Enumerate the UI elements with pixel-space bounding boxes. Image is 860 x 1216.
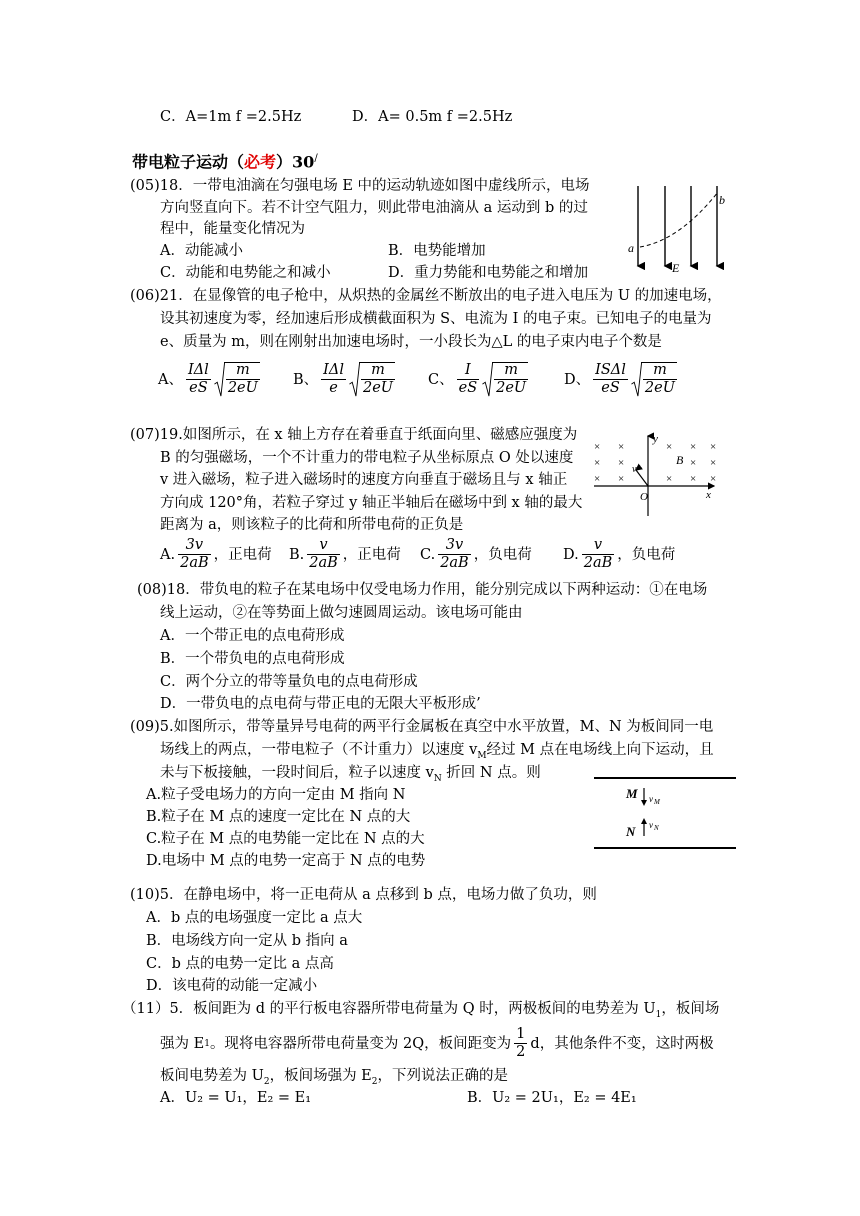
q07-option-label: D.	[563, 546, 579, 563]
cross-mark: ×	[618, 441, 625, 453]
section-title-part: 带电粒子运动（	[132, 152, 245, 172]
q11-line3-a: 板间电势差为 U	[160, 1068, 264, 1084]
q06-sqrt-num: m	[361, 362, 395, 380]
q07-option-tail: ，正电荷	[342, 546, 401, 563]
q06-sqrt-num: m	[643, 362, 677, 380]
q09-line3-tail: 折回 N 点。则	[441, 765, 541, 781]
q06-sqrt-den: 2eU	[363, 380, 394, 396]
q05-line3: 程中，能量变化情况为	[160, 221, 305, 237]
q06-option-sqrt	[349, 362, 395, 397]
q07-fraction-den: 2aB	[309, 555, 338, 571]
q11-line1-tail: ，板间场	[661, 1001, 720, 1017]
q06-option-fraction	[186, 362, 211, 397]
q05-option-d: D．重力势能和电势能之和增加	[388, 265, 589, 281]
q07-option-label: A.	[160, 546, 176, 563]
q10-option-a: A．b 点的电场强度一定比 a 点大	[146, 910, 363, 926]
q07-fraction-den: 2aB	[440, 555, 469, 571]
q11-fraction-num: 1	[516, 1026, 526, 1042]
q08-option-d: D．一带负电的点电荷与带正电的无限大平板形成’	[160, 696, 481, 712]
q07-option	[160, 537, 272, 572]
section-title-mark: /	[314, 153, 318, 164]
q07-fig-O: O	[640, 491, 648, 503]
q11-line2-b: 。现将电容器所带电荷量变为 2Q，板间距变为	[209, 1035, 512, 1052]
q09-line3-text: 未与下板接触，一段时间后，粒子以速度 v	[160, 765, 434, 781]
q11-line3-b-sub: 2	[371, 1076, 378, 1087]
q05-option-b: B．电势能增加	[388, 243, 486, 259]
q06-line3: e、质量为 m，则在刚射出加速电场时，一小段长为△L 的电子束内电子个数是	[160, 334, 662, 350]
q10-option-d: D．该电荷的动能一定减小	[146, 978, 318, 994]
q06-option-fraction	[321, 362, 346, 397]
q09-fig-vN-sub: N	[654, 824, 659, 832]
q07-option-label: B.	[289, 546, 305, 563]
q07-option-fraction	[178, 537, 211, 572]
q06-option	[293, 362, 395, 397]
q08-option-c: C．两个分立的带等量负电的点电荷形成	[160, 674, 418, 690]
q09-fig-M: M	[626, 786, 638, 801]
q07-line3: v 进入磁场，粒子进入磁场时的速度方向垂直于磁场且与 x 轴正	[160, 472, 568, 488]
q11-line3-b: ，板间场强为 E	[269, 1068, 372, 1084]
q11-line2	[160, 1026, 714, 1061]
q07-option-tail: ，负电荷	[473, 546, 532, 563]
q09-option-a: A.粒子受电场力的方向一定由 M 指向 N	[146, 787, 406, 803]
q06-line1: (06)21．在显像管的电子枪中，从炽热的金属丝不断放出的电子进入电压为 U 的加速电场，	[130, 288, 722, 304]
q09-line3-sub: N	[433, 773, 442, 784]
cross-mark: ×	[690, 457, 697, 469]
q11-option-b: B．U₂ = 2U₁，E₂ = 4E₁	[467, 1090, 637, 1106]
cross-mark: ×	[618, 457, 625, 469]
q06-line2: 设其初速度为零，经加速后形成横截面积为 S、电流为 I 的电子束。已知电子的电量为	[160, 311, 712, 327]
q11-line2-c: d，其他条件不变，这时两极	[530, 1035, 714, 1052]
cross-mark: ×	[618, 473, 625, 485]
q06-fraction-den: eS	[189, 380, 208, 396]
section-title	[132, 149, 318, 172]
option-c: C．A=1m f =2.5Hz	[160, 109, 302, 125]
q06-sqrt-num: m	[494, 362, 528, 380]
q05-field-figure	[620, 182, 730, 274]
q09-option-d: D.电场中 M 点的电势一定高于 N 点的电势	[146, 853, 426, 869]
q07-fig-B: B	[676, 453, 684, 467]
q07-option-fraction	[307, 537, 340, 572]
q07-fraction-den: 2aB	[180, 555, 209, 571]
q06-sqrt-den: 2eU	[227, 380, 258, 396]
q06-sqrt-den: 2eU	[644, 380, 675, 396]
section-title-score: ）30	[276, 152, 315, 172]
q11-line2-a: 强为 E	[160, 1035, 205, 1052]
cross-mark: ×	[710, 457, 717, 469]
option-d: D．A= 0.5m f =2.5Hz	[352, 109, 513, 125]
q06-sqrt-fraction	[494, 362, 528, 397]
q06-fraction-num: ISΔl	[595, 362, 626, 378]
q05-line2: 方向竖直向下。若不计空气阻力，则此带电油滴从 a 运动到 b 的过	[160, 200, 588, 216]
q07-fig-v: v	[632, 464, 637, 475]
q06-sqrt-num: m	[226, 362, 260, 380]
q06-sqrt-fraction	[643, 362, 677, 397]
q07-fraction-num: 3v	[438, 537, 471, 555]
q07-option-fraction	[438, 537, 471, 572]
q11-line3-c: ，下列说法正确的是	[377, 1068, 509, 1084]
q06-fraction-den: eS	[601, 380, 620, 396]
q07-option	[420, 537, 532, 572]
q05-option-a: A．动能减小	[160, 243, 243, 259]
q07-fraction-num: v	[582, 537, 615, 555]
q11-line3-a-sub: 2	[263, 1076, 270, 1087]
q11-line1-text: （11）5．板间距为 d 的平行板电容器所带电荷量为 Q 时，两极板间的电势差为 U	[122, 1001, 656, 1017]
cross-mark: ×	[594, 473, 601, 485]
q06-option-fraction	[457, 362, 480, 397]
q05-line1: (05)18．一带电油滴在匀强电场 E 中的运动轨迹如图中虚线所示，电场	[130, 178, 590, 194]
q07-line4: 方向成 120°角，若粒子穿过 y 轴正半轴后在磁场中到 x 轴的最大	[160, 495, 583, 511]
q06-option-sqrt	[482, 362, 528, 397]
q06-option-label: D、	[564, 371, 591, 388]
q10-option-b: B．电场线方向一定从 b 指向 a	[146, 933, 348, 949]
q07-fraction-num: 3v	[178, 537, 211, 555]
q07-option-fraction	[582, 537, 615, 572]
q11-line1-sub: 1	[655, 1009, 662, 1020]
q09-option-b: B.粒子在 M 点的速度一定比在 N 点的大	[146, 809, 411, 825]
q05-option-c: C．动能和电势能之和减小	[160, 265, 331, 281]
q09-fig-vM: v	[649, 794, 653, 804]
q07-option-tail: ，负电荷	[617, 546, 676, 563]
q07-fig-x: x	[706, 489, 711, 501]
q08-line1: (08)18．带负电的粒子在某电场中仅受电场力作用，能分别完成以下两种运动：①在电场	[137, 582, 708, 598]
q11-line2-a-sub: 1	[204, 1038, 210, 1049]
q09-fig-vM-sub: M	[654, 798, 660, 806]
q07-option	[563, 537, 675, 572]
q06-fraction-num: IΔl	[323, 362, 344, 378]
cross-mark: ×	[666, 473, 673, 485]
q06-fraction-num: IΔl	[187, 362, 209, 378]
q06-option	[428, 362, 528, 397]
q07-fraction-den: 2aB	[583, 555, 613, 571]
q07-option	[289, 537, 401, 572]
cross-mark: ×	[594, 457, 601, 469]
cross-mark: ×	[710, 441, 717, 453]
q09-plates-figure	[592, 774, 738, 854]
cross-mark: ×	[710, 473, 717, 485]
q06-sqrt-fraction	[361, 362, 395, 397]
q07-fraction-num: v	[307, 537, 340, 555]
q06-fraction-den: eS	[458, 380, 478, 396]
q06-option-label: B、	[293, 371, 319, 388]
q09-line1: (09)5.如图所示，带等量异号电荷的两平行金属板在真空中水平放置，M、N 为板间同一电	[130, 719, 714, 735]
cross-mark: ×	[690, 441, 697, 453]
q06-option	[564, 362, 677, 397]
q06-sqrt-den: 2eU	[496, 380, 527, 396]
q06-fraction-den: e	[329, 380, 338, 396]
cross-mark: ×	[666, 441, 673, 453]
q06-option-sqrt	[214, 362, 260, 397]
q11-fraction-den: 2	[516, 1044, 526, 1060]
q06-option-label: A、	[158, 371, 183, 388]
q09-line2-sub: M	[477, 750, 487, 761]
q11-fraction	[514, 1026, 527, 1061]
q07-fig-y: y	[653, 433, 658, 445]
q10-option-c: C．b 点的电势一定比 a 点高	[146, 956, 334, 972]
q07-line5: 距离为 a，则该粒子的比荷和所带电荷的正负是	[160, 517, 464, 533]
section-title-required: 必考	[244, 152, 277, 172]
q07-option-label: C.	[420, 546, 436, 563]
q06-sqrt-fraction	[226, 362, 260, 397]
q09-line2-tail: 经过 M 点在电场线上向下运动，且	[486, 742, 714, 758]
q07-line2: B 的匀强磁场，一个不计重力的带电粒子从坐标原点 O 处以速度	[160, 450, 574, 466]
q06-option-sqrt	[631, 362, 677, 397]
q06-option-fraction	[593, 362, 628, 397]
q06-option	[158, 362, 260, 397]
q05-fig-b: b	[719, 193, 725, 207]
q07-magnetic-field-figure	[590, 430, 720, 520]
q08-line2: 线上运动，②在等势面上做匀速圆周运动。该电场可能由	[160, 605, 523, 621]
cross-mark: ×	[594, 441, 601, 453]
q07-field-crosses	[594, 441, 716, 485]
cross-mark: ×	[690, 473, 697, 485]
q06-fraction-num: I	[457, 362, 480, 380]
q11-option-a: A．U₂ = U₁，E₂ = E₁	[160, 1090, 312, 1106]
q11-line1	[122, 999, 719, 1025]
q08-option-b: B．一个带负电的点电荷形成	[160, 651, 345, 667]
q06-option-label: C、	[428, 371, 454, 388]
q05-fig-a: a	[628, 241, 634, 255]
q07-option-tail: ，正电荷	[213, 546, 272, 563]
q09-option-c: C.粒子在 M 点的电势能一定比在 N 点的大	[146, 831, 425, 847]
q10-line1: (10)5．在静电场中，将一正电荷从 a 点移到 b 点，电场力做了负功，则	[130, 887, 597, 903]
q09-fig-N: N	[626, 824, 636, 839]
q07-line1: (07)19.如图所示，在 x 轴上方存在着垂直于纸面向里、磁感应强度为	[130, 427, 578, 443]
q05-fig-E: E	[672, 261, 680, 274]
q08-option-a: A．一个带正电的点电荷形成	[160, 628, 345, 644]
q09-line2	[160, 740, 714, 766]
q09-line2-text: 场线上的两点，一带电粒子（不计重力）以速度 v	[160, 742, 478, 758]
q09-fig-vN: v	[649, 820, 653, 830]
